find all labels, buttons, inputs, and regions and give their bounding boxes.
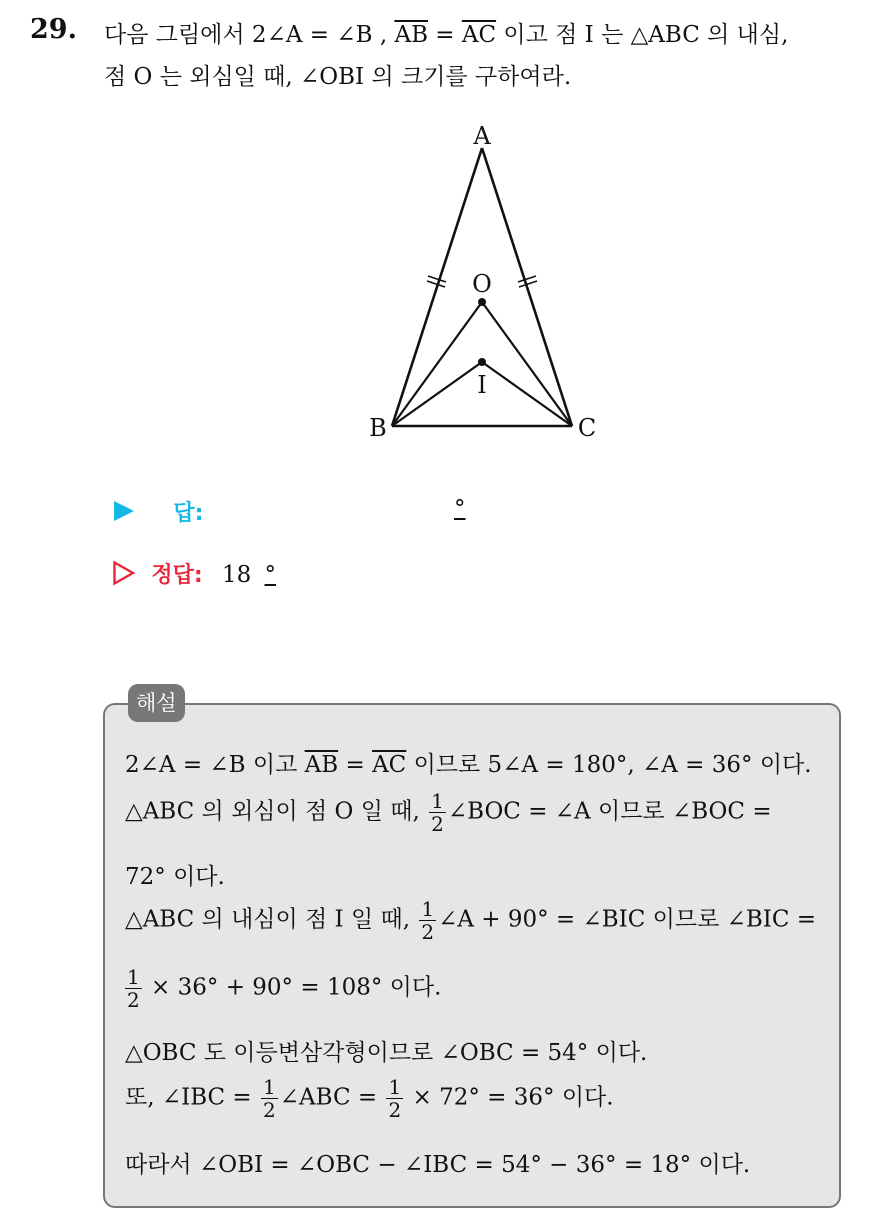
triangle-diagram xyxy=(340,110,620,450)
label-o: O xyxy=(472,270,492,298)
segment-ac: $\overline{AC}$ xyxy=(461,22,497,48)
fraction-half: $\frac{1}{2}$ xyxy=(127,965,140,1012)
solution-line-3: 72° 이다. xyxy=(125,864,225,890)
segment-bo xyxy=(392,302,482,426)
fraction-half: $\frac{1}{2}$ xyxy=(388,1075,402,1122)
question-number: 29. xyxy=(30,14,77,45)
segment-ab: $\overline{AB}$ xyxy=(394,22,428,48)
label-b: B xyxy=(369,414,387,442)
solution-line-4: △ABC 의 내심이 점 I 일 때, $\frac{1}{2}$ ∠A + 90° = ∠BIC 이므로 ∠BIC = xyxy=(125,897,817,944)
point-o xyxy=(478,298,486,306)
edge-ab xyxy=(392,148,482,426)
segment-ci xyxy=(482,362,572,426)
solution-tab: 해설 xyxy=(128,684,185,722)
edge-ac xyxy=(482,148,572,426)
outline-play-icon xyxy=(112,560,136,586)
fraction-half: $\frac{1}{2}$ xyxy=(431,789,444,836)
correct-answer-unit: ° xyxy=(264,562,277,588)
solution-line-2: △ABC 의 외심이 점 O 일 때, $\frac{1}{2}$ ∠BOC = ∠A 이므로 ∠BOC = xyxy=(125,789,772,836)
solution-line-5: $\frac{1}{2}$ × 36° + 90° = 108° 이다. xyxy=(127,965,442,1012)
label-c: C xyxy=(577,414,597,442)
correct-answer-row xyxy=(112,558,276,589)
solution-line-8: 따라서 ∠OBI = ∠OBC − ∠IBC = 54° − 36° = 18° 이다. xyxy=(125,1152,751,1178)
solution-line-6: △OBC 도 이등변삼각형이므로 ∠OBC = 54° 이다. xyxy=(125,1040,648,1066)
segment-bi xyxy=(392,362,482,426)
answer-row xyxy=(112,496,466,527)
segment-co xyxy=(482,302,572,426)
correct-answer-value: 18 xyxy=(221,562,252,588)
solution-line-1: 2∠A = ∠B 이고 $\overline{AB} = \overline{AC}$ 이므로 5∠A = 180°, ∠A = 36° 이다. xyxy=(125,752,812,778)
answer-unit: ° xyxy=(454,496,466,522)
answer-label: 답: xyxy=(173,501,204,526)
play-icon xyxy=(112,499,136,523)
question-line-1: 다음 그림에서 2∠A = ∠B , $\overline{AB} = \overline{AC}$ 이고 점 I 는 △ABC 의 내심, xyxy=(104,22,789,48)
fraction-half: $\frac{1}{2}$ xyxy=(263,1075,276,1122)
label-i: I xyxy=(477,371,487,399)
solution-line-7: 또, ∠IBC = $\frac{1}{2}$ ∠ABC = $\frac{1}{2}$ × 72° = 36° 이다. xyxy=(125,1075,614,1122)
label-a: A xyxy=(473,122,491,150)
correct-answer-label: 정답: xyxy=(151,563,203,588)
point-i xyxy=(478,358,486,366)
question-line-2: 점 O 는 외심일 때, ∠OBI 의 크기를 구하여라. xyxy=(104,64,572,90)
fraction-half: $\frac{1}{2}$ xyxy=(421,897,435,944)
